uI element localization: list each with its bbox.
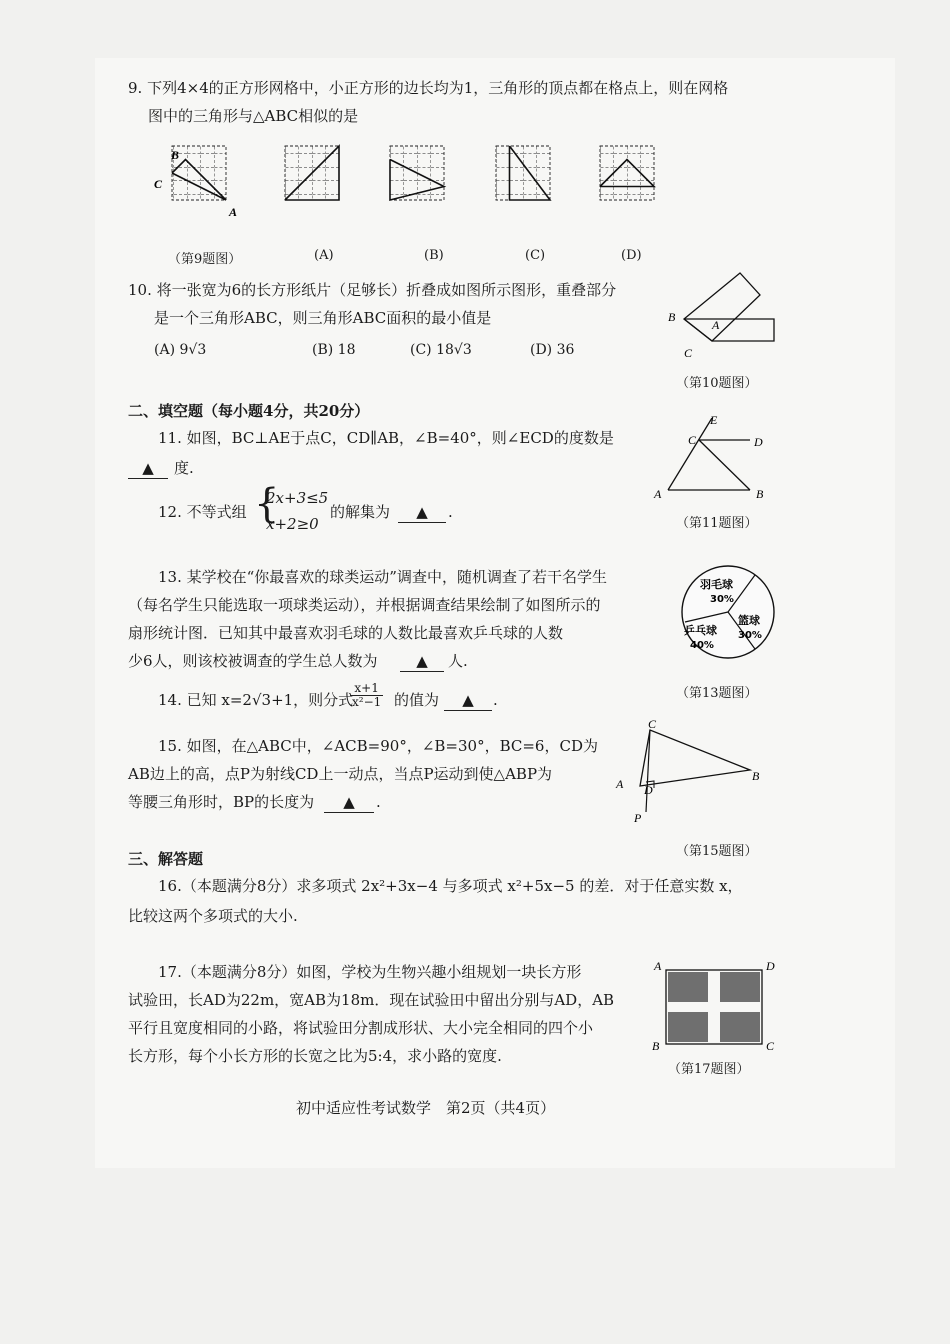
q9-option-c-label: (C) [525, 248, 546, 263]
q12-inequality-2: x+2≥0 [266, 515, 319, 533]
q15-answer-blank: ▲ [324, 792, 374, 813]
q17-figure [650, 958, 780, 1053]
q13-text-line4: 少6人，则该校被调查的学生总人数为 [128, 652, 378, 670]
q13-text-end: 人. [448, 652, 468, 670]
q10-choice-d: (D) 36 [530, 342, 575, 358]
q11-text-line1: 11. 如图，BC⊥AE于点C，CD∥AB，∠B=40°，则∠ECD的度数是 [158, 429, 614, 447]
q14-text-line2: 的值为 [394, 691, 440, 709]
q10-figure [662, 265, 782, 365]
q15-label-a: A [616, 777, 624, 791]
q9-caption: （第9题图） [168, 252, 242, 267]
q11-figure [650, 410, 775, 505]
q11-text-line2: 度. [174, 459, 194, 477]
q11-answer-blank: ▲ [128, 458, 168, 479]
q17-label-a: A [654, 959, 662, 973]
q13-answer-blank: ▲ [400, 651, 444, 672]
q13-caption: （第13题图） [676, 686, 758, 701]
q13-pie-badminton-label: 羽毛球 [700, 578, 733, 591]
q11-label-e: E [710, 413, 718, 427]
q17-text-line4: 长方形，每个小长方形的长宽之比为5:4，求小路的宽度. [128, 1047, 502, 1065]
q15-label-b: B [752, 769, 760, 783]
q17-label-b: B [652, 1039, 660, 1053]
q10-label-c: C [684, 346, 693, 360]
q17-text-line3: 平行且宽度相同的小路，将试验田分割成形状、大小完全相同的四个小 [128, 1019, 594, 1037]
q17-caption: （第17题图） [668, 1062, 750, 1077]
q12-suffix: 的解集为 [330, 503, 391, 521]
q11-label-d: D [754, 435, 763, 449]
q13-text-line2: （每名学生只能选取一项球类运动），并根据调查结果绘制了如图所示的 [128, 596, 601, 614]
q15-text-line3: 等腰三角形时，BP的长度为 [128, 793, 315, 811]
q11-label-b: B [756, 487, 764, 501]
q10-text-line2: 是一个三角形ABC，则三角形ABC面积的最小值是 [154, 309, 492, 327]
q9-grid-option-c [496, 146, 550, 200]
section-3-heading: 三、解答题 [128, 850, 204, 868]
q13-text-line3: 扇形统计图．已知其中最喜欢羽毛球的人数比最喜欢乒乓球的人数 [128, 624, 564, 642]
q14-answer-blank: ▲ [444, 690, 492, 711]
q12-brace: { [254, 481, 280, 527]
q12-prefix: 12. 不等式组 [158, 503, 247, 521]
q10-choice-c: (C) 18√3 [410, 342, 472, 358]
q9-option-d-label: (D) [621, 248, 642, 263]
page-footer: 初中适应性考试数学 第2页（共4页） [296, 1099, 556, 1117]
q15-label-d: D [644, 783, 653, 797]
q10-label-a: A [712, 318, 720, 332]
q9-label-a: A [229, 205, 238, 219]
q17-text-line1: 17.（本题满分8分）如图，学校为生物兴趣小组规划一块长方形 [158, 963, 582, 981]
q13-pie-pingpong-pct: 40% [690, 640, 714, 651]
q9-grid-figures [154, 140, 680, 220]
q9-grid-option-a [285, 146, 339, 200]
q13-pie-basketball-label: 篮球 [738, 614, 760, 627]
q11-label-a: A [654, 487, 662, 501]
q10-caption: （第10题图） [676, 376, 758, 391]
q13-pie-basketball-pct: 30% [738, 630, 762, 641]
q15-label-p: P [634, 811, 642, 825]
q10-choice-b: (B) 18 [312, 342, 356, 358]
q12-inequality-1: 2x+3≤5 [266, 489, 329, 507]
q9-grid-option-b [390, 146, 444, 200]
q16-text-line1: 16.（本题满分8分）求多项式 2x²+3x−4 与多项式 x²+5x−5 的差．对于任意实数 x， [158, 877, 743, 895]
q14-text-line1: 14. 已知 x=2√3+1，则分式 [158, 691, 354, 709]
q9-grid-option-d [600, 146, 654, 200]
q13-pie-badminton-pct: 30% [710, 594, 734, 605]
q15-label-c: C [648, 717, 657, 731]
q14-fraction-denominator: x²−1 [352, 695, 382, 709]
q11-caption: （第11题图） [676, 516, 758, 531]
q14-end: . [493, 691, 498, 709]
q10-label-b: B [668, 310, 676, 324]
q15-figure [610, 717, 770, 830]
q9-text-line2: 图中的三角形与△ABC相似的是 [148, 107, 359, 125]
q17-label-d: D [766, 959, 775, 973]
q14-fraction [350, 682, 383, 709]
q13-pie-pingpong-label: 乒乓球 [684, 624, 717, 637]
q10-text-line1: 10. 将一张宽为6的长方形纸片（足够长）折叠成如图所示图形，重叠部分 [128, 281, 617, 299]
q9-option-a-label: (A) [314, 248, 334, 263]
section-2-heading: 二、填空题（每小题4分，共20分） [128, 402, 370, 420]
q15-end: . [376, 793, 381, 811]
q17-label-c: C [766, 1039, 775, 1053]
q15-text-line1: 15. 如图，在△ABC中，∠ACB=90°，∠B=30°，BC=6，CD为 [158, 737, 598, 755]
q17-text-line2: 试验田，长AD为22m，宽AB为18m．现在试验田中留出分别与AD，AB [128, 991, 615, 1009]
q12-end: . [448, 503, 453, 521]
q13-pie-chart [678, 562, 778, 662]
q9-label-b: B [171, 148, 180, 162]
q16-text-line2: 比较这两个多项式的大小. [128, 907, 298, 925]
q10-choice-a: (A) 9√3 [154, 342, 207, 358]
q15-text-line2: AB边上的高，点P为射线CD上一动点，当点P运动到使△ABP为 [128, 765, 553, 783]
q15-caption: （第15题图） [676, 844, 758, 859]
q13-text-line1: 13. 某学校在“你最喜欢的球类运动”调查中，随机调查了若干名学生 [158, 568, 607, 586]
q14-fraction-numerator: x+1 [350, 682, 383, 696]
q11-label-c: C [688, 433, 697, 447]
q9-grid-original [154, 146, 237, 219]
q12-answer-blank: ▲ [398, 502, 446, 523]
q9-option-b-label: (B) [424, 248, 444, 263]
q9-label-c: C [154, 177, 163, 191]
q9-text-line1: 9. 下列4×4的正方形网格中，小正方形的边长均为1，三角形的顶点都在格点上，则在网格 [128, 79, 729, 97]
